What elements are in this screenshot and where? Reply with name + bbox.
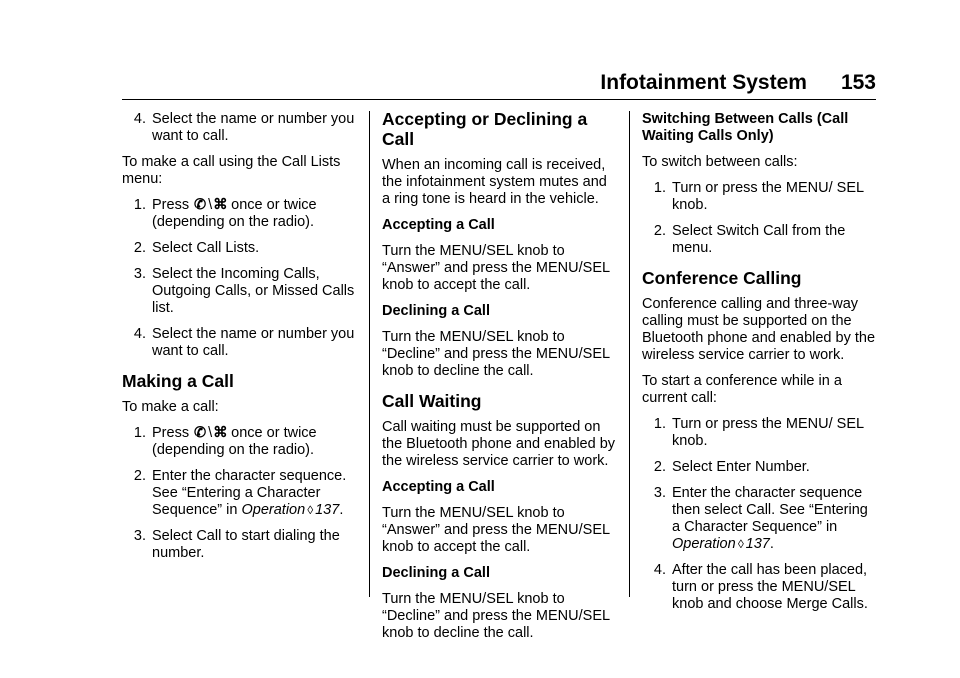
paragraph: To make a call: [122, 399, 219, 415]
paragraph: To switch between calls: [642, 154, 798, 170]
phone-icon: ✆ [194, 197, 207, 213]
section-heading: Making a Call [122, 371, 234, 391]
section-heading: Conference Calling [642, 268, 802, 288]
column-right [642, 111, 878, 622]
list-item: 4. After the call has been placed, turn or press the MENU/SEL knob and choose Merge Calls. [653, 562, 868, 612]
column-middle [382, 111, 618, 651]
paragraph: Conference calling and three-way calling must be supported on the Bluetooth phone and enabled by the wireless service carrier to work. [642, 296, 876, 363]
list-item: 1. Press ✆ \⌘ once or twice (depending on the radio). [133, 425, 317, 458]
paragraph: Call waiting must be supported on the Bluetooth phone and enabled by the wireless service carrier to work. [382, 419, 616, 469]
list-item: 1. Turn or press the MENU/ SEL knob. [653, 180, 864, 213]
paragraph: Turn the MENU/SEL knob to “Answer” and press the MENU/SEL knob to accept the call. [382, 505, 610, 555]
phone-end-icon: ⌘ [213, 197, 228, 213]
paragraph: Turn the MENU/SEL knob to “Answer” and press the MENU/SEL knob to accept the call. [382, 243, 610, 293]
paragraph: Turn the MENU/SEL knob to “Decline” and press the MENU/SEL knob to decline the call. [382, 591, 610, 641]
subheading: Accepting a Call [382, 217, 495, 233]
page-number: 153 [840, 71, 876, 94]
list-item: 3. Enter the character sequence then select Call. See “Entering a Character Sequence” in Operation ◊ 137. [653, 485, 868, 552]
list-item: 1. Press ✆ \⌘ once or twice (depending on the radio). [133, 197, 317, 230]
list-item: 2. Select Enter Number. [653, 459, 810, 475]
paragraph: To start a conference while in a current call: [642, 373, 842, 406]
list-item: 4. Select the name or number you want to call. [133, 111, 355, 144]
page-header [0, 70, 876, 96]
page-reference-link[interactable]: Operation ◊ 137 [241, 502, 340, 518]
paragraph: To make a call using the Call Lists menu: [122, 154, 341, 187]
list-item: 1. Turn or press the MENU/ SEL knob. [653, 416, 864, 449]
subheading: Declining a Call [382, 565, 490, 581]
phone-icon: ✆ [194, 425, 207, 441]
header-rule [122, 99, 876, 100]
list-item: 3. Select the Incoming Calls, Outgoing Calls, or Missed Calls list. [133, 266, 355, 316]
column-divider [369, 111, 370, 597]
list-item: 2. Enter the character sequence. See “Entering a Character Sequence” in Operation ◊ 137. [133, 468, 347, 518]
section-heading: Accepting or Declining a Call [382, 109, 588, 149]
subheading: Switching Between Calls (Call Waiting Calls Only) [642, 111, 849, 144]
column-left [122, 111, 358, 571]
section-heading: Call Waiting [382, 391, 482, 411]
list-item: 4. Select the name or number you want to call. [133, 326, 355, 359]
list-item: 3. Select Call to start dialing the number. [133, 528, 340, 561]
subheading: Declining a Call [382, 303, 490, 319]
section-title: Infotainment System [600, 71, 807, 94]
page-reference-link[interactable]: Operation ◊ 137 [672, 536, 770, 552]
paragraph: When an incoming call is received, the infotainment system mutes and a ring tone is heard in the vehicle. [382, 157, 607, 207]
list-item: 2. Select Call Lists. [133, 240, 260, 256]
phone-end-icon: ⌘ [213, 425, 228, 441]
paragraph: Turn the MENU/SEL knob to “Decline” and press the MENU/SEL knob to decline the call. [382, 329, 610, 379]
list-item: 2. Select Switch Call from the menu. [653, 223, 846, 256]
page-reference-icon: ◊ [307, 503, 314, 517]
column-divider [629, 111, 630, 597]
subheading: Accepting a Call [382, 479, 495, 495]
page-reference-icon: ◊ [737, 537, 744, 551]
